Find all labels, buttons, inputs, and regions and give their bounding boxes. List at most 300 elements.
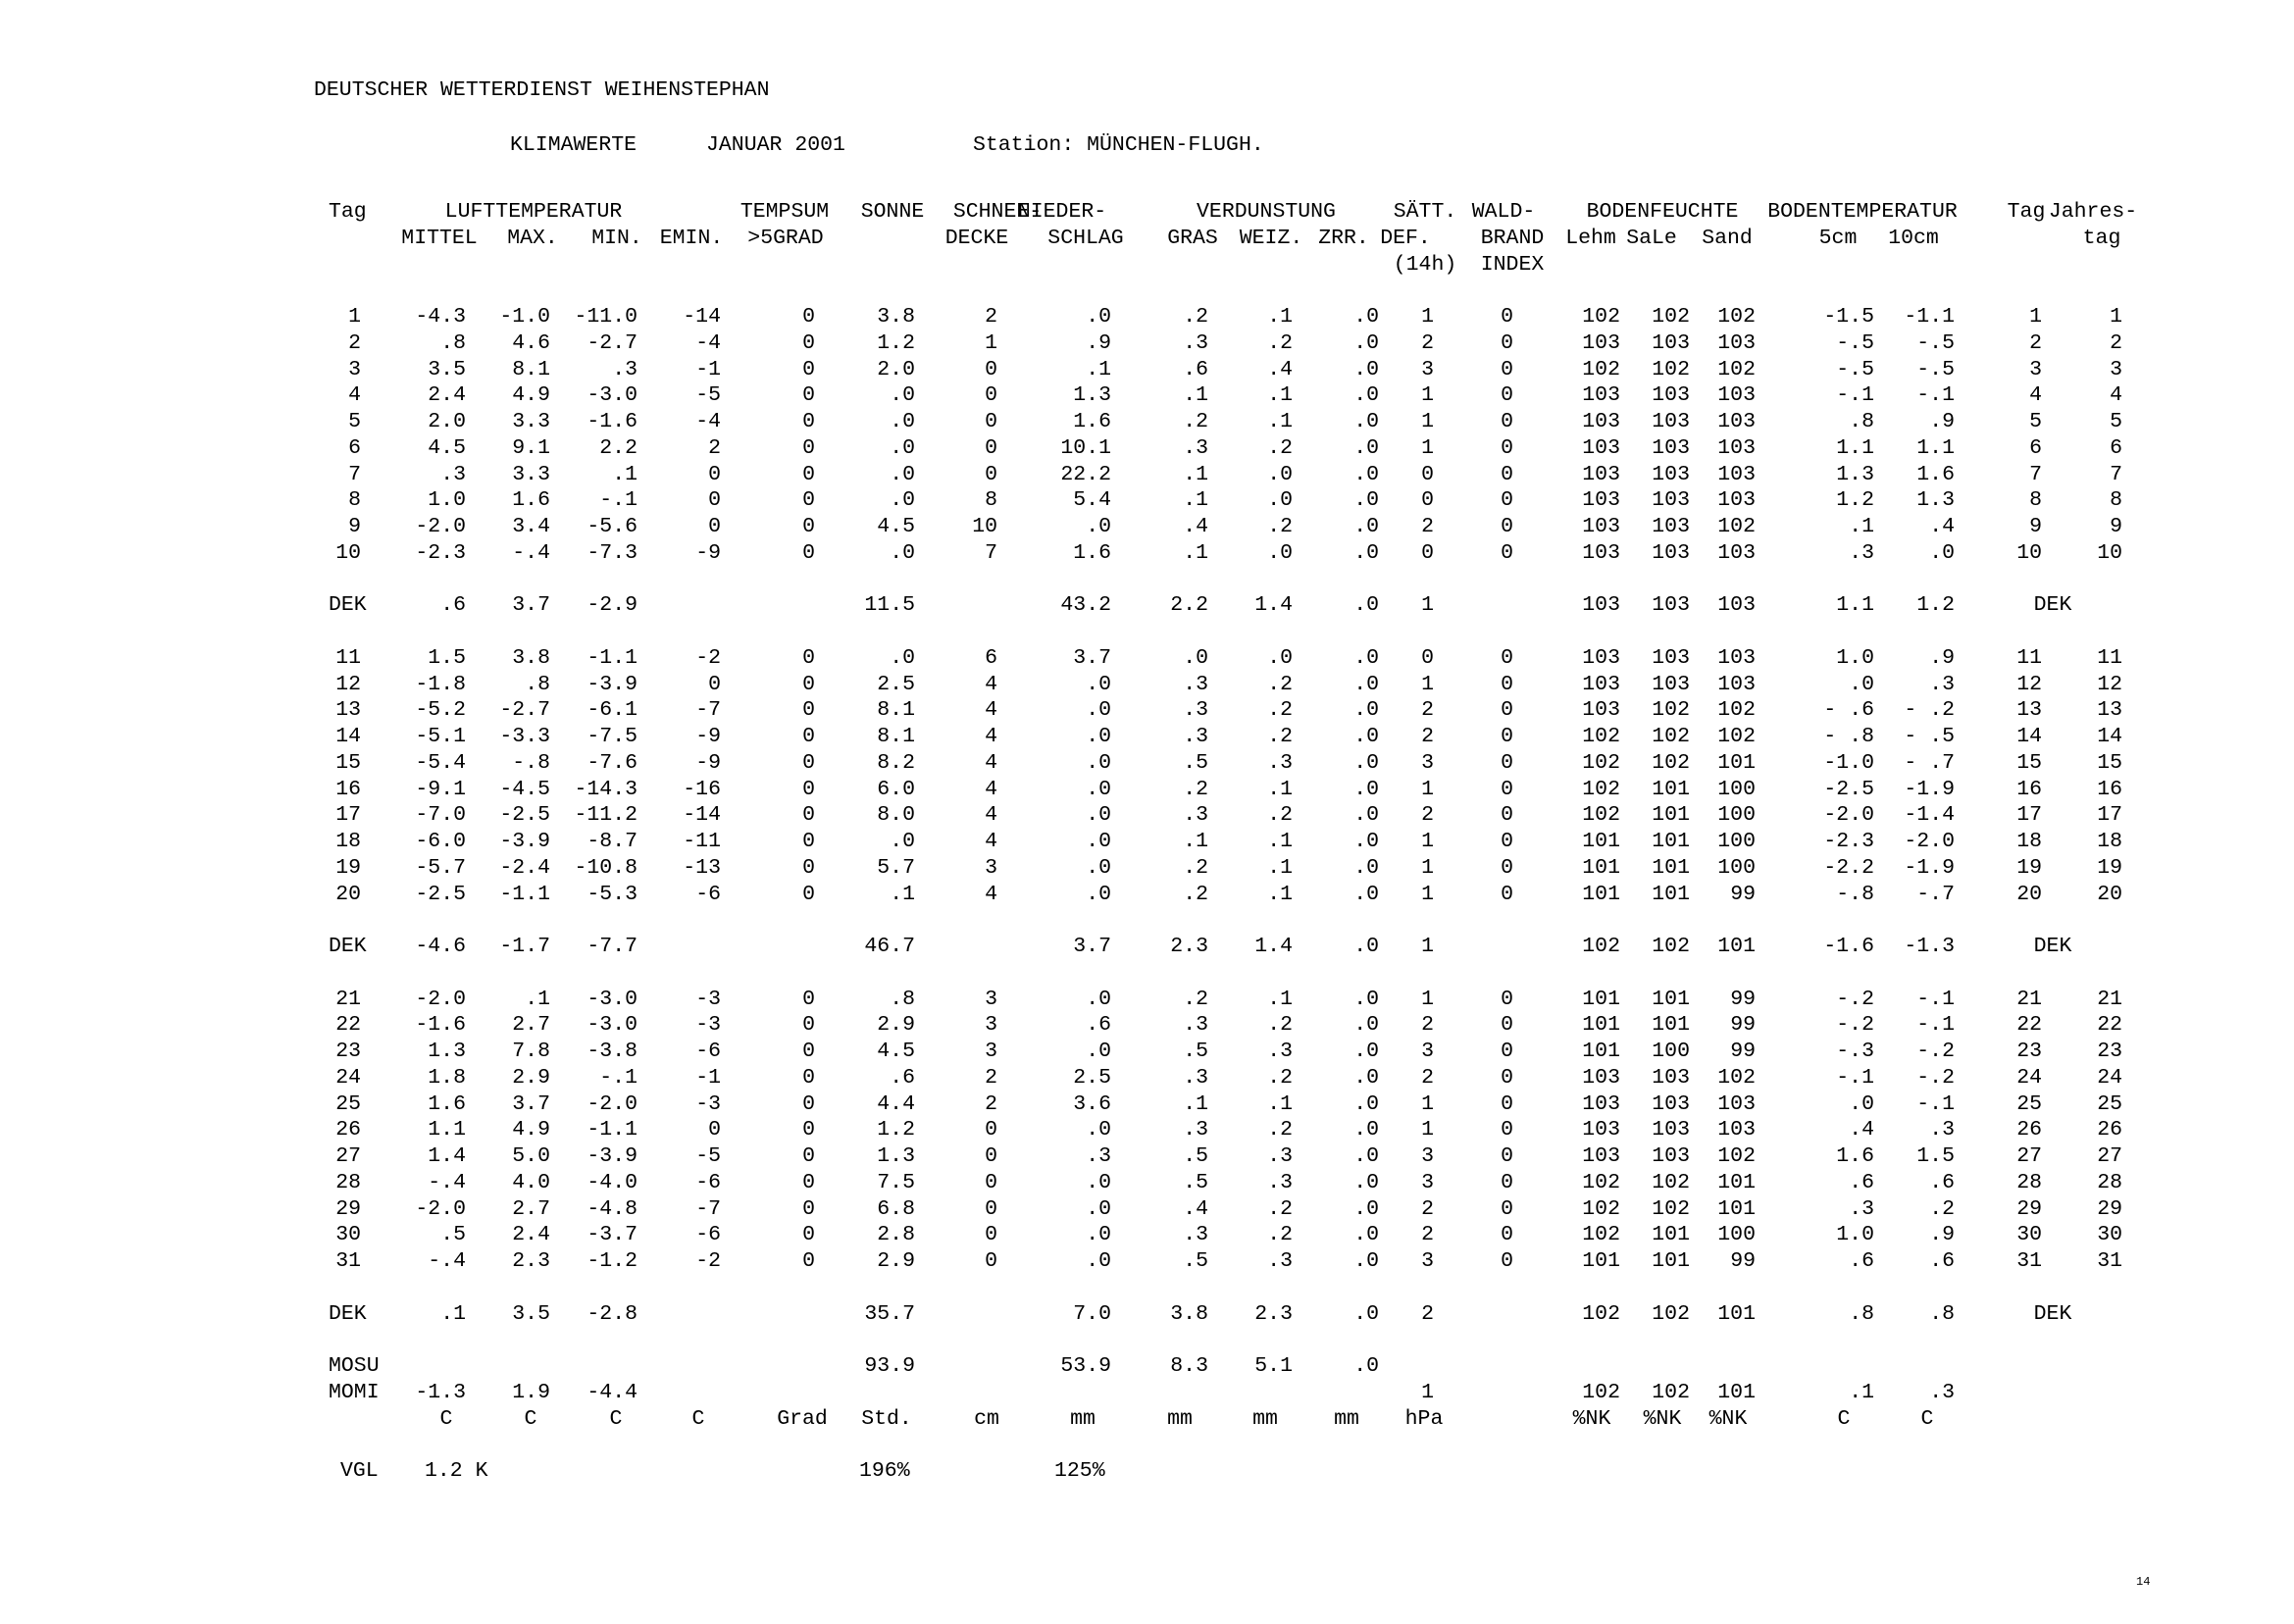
- table-cell: 101: [1582, 1040, 1620, 1063]
- table-cell: .1: [1183, 830, 1208, 853]
- table-cell: 12: [2016, 673, 2042, 696]
- table-cell: 103: [1582, 1092, 1620, 1116]
- table-cell: .4: [1849, 1118, 1874, 1142]
- table-cell: 103: [1652, 1092, 1690, 1116]
- table-cell: 1.1: [1916, 436, 1955, 460]
- table-cell: -5: [695, 1144, 721, 1168]
- table-cell: 103: [1717, 331, 1756, 355]
- summary-cell: .0: [1353, 1302, 1379, 1326]
- table-cell: 6: [2029, 436, 2042, 460]
- table-cell: 4: [985, 830, 997, 853]
- table-cell: 3.3: [512, 463, 550, 486]
- table-cell: 0: [802, 410, 815, 433]
- summary-cell: .3: [1929, 1381, 1955, 1404]
- table-cell: .0: [1353, 751, 1379, 775]
- table-cell: 2.9: [877, 1249, 915, 1273]
- table-cell: 4.4: [877, 1092, 915, 1116]
- table-row: [0, 1222, 2294, 1248]
- table-cell: .2: [1183, 883, 1208, 906]
- table-cell: 1.2: [877, 331, 915, 355]
- table-cell: 1: [1421, 305, 1434, 329]
- column-header: BODENFEUCHTE: [1586, 200, 1739, 224]
- summary-cell: 53.9: [1060, 1354, 1111, 1378]
- table-cell: .3: [1183, 1013, 1208, 1037]
- decade-summary-row: [0, 592, 2294, 619]
- table-cell: 1: [2110, 305, 2122, 329]
- table-cell: 0: [985, 1144, 997, 1168]
- summary-cell: 2.3: [1254, 1302, 1293, 1326]
- table-cell: .2: [1267, 1066, 1293, 1090]
- table-cell: 3: [1421, 751, 1434, 775]
- table-cell: .0: [1086, 725, 1111, 748]
- table-cell: -1.0: [1823, 751, 1874, 775]
- table-cell: .1: [1183, 463, 1208, 486]
- table-cell: 14: [2097, 725, 2122, 748]
- table-cell: 2: [348, 331, 361, 355]
- table-cell: -9: [695, 725, 721, 748]
- table-cell: 1: [1421, 778, 1434, 801]
- table-cell: 18: [2016, 830, 2042, 853]
- table-cell: .0: [1086, 1197, 1111, 1221]
- table-cell: -1.5: [1823, 305, 1874, 329]
- table-cell: .0: [1267, 488, 1293, 512]
- table-cell: 0: [1501, 358, 1513, 381]
- table-cell: .0: [1086, 883, 1111, 906]
- table-cell: 7: [985, 541, 997, 565]
- table-cell: 0: [1501, 1092, 1513, 1116]
- table-cell: 1.3: [1073, 383, 1111, 407]
- table-cell: .6: [1849, 1171, 1874, 1194]
- table-cell: 0: [1501, 305, 1513, 329]
- table-cell: 103: [1717, 1092, 1756, 1116]
- table-cell: -2: [695, 1249, 721, 1273]
- table-cell: 2: [1421, 331, 1434, 355]
- table-cell: .0: [1267, 463, 1293, 486]
- table-cell: 16: [2016, 778, 2042, 801]
- table-cell: 3.8: [877, 305, 915, 329]
- table-cell: 10: [972, 515, 997, 538]
- table-cell: 0: [985, 358, 997, 381]
- table-cell: -10.8: [574, 856, 637, 880]
- table-cell: 1.5: [1916, 1144, 1955, 1168]
- table-row: [0, 987, 2294, 1013]
- table-cell: 101: [1652, 1013, 1690, 1037]
- column-header: GRAS: [1167, 227, 1218, 250]
- table-cell: .5: [1183, 1144, 1208, 1168]
- table-cell: 0: [1421, 488, 1434, 512]
- table-cell: .2: [1267, 515, 1293, 538]
- table-cell: 0: [1501, 856, 1513, 880]
- table-cell: 5: [2029, 410, 2042, 433]
- table-row: [0, 540, 2294, 567]
- table-cell: 0: [985, 1223, 997, 1246]
- table-cell: .0: [1086, 1171, 1111, 1194]
- table-cell: 0: [802, 331, 815, 355]
- table-cell: .3: [1267, 1040, 1293, 1063]
- table-cell: .1: [1183, 1092, 1208, 1116]
- summary-cell: .1: [1849, 1381, 1874, 1404]
- summary-cell: 102: [1652, 935, 1690, 958]
- table-cell: .0: [1353, 463, 1379, 486]
- table-cell: 9.1: [512, 436, 550, 460]
- table-cell: 0: [985, 383, 997, 407]
- column-header: DEF.: [1380, 227, 1431, 250]
- summary-cell: cm: [974, 1407, 999, 1431]
- table-cell: 2: [1421, 1197, 1434, 1221]
- table-cell: .0: [1086, 1040, 1111, 1063]
- table-cell: 101: [1652, 1249, 1690, 1273]
- table-cell: .2: [1267, 1223, 1293, 1246]
- table-cell: -.1: [1836, 1066, 1874, 1090]
- summary-cell: 3.8: [1170, 1302, 1208, 1326]
- summary-cell: C: [1920, 1407, 1934, 1431]
- table-cell: 22.2: [1060, 463, 1111, 486]
- table-cell: .3: [1849, 541, 1874, 565]
- table-cell: 0: [1421, 463, 1434, 486]
- table-cell: 28: [2016, 1171, 2042, 1194]
- table-cell: .0: [1353, 698, 1379, 722]
- table-cell: 5: [348, 410, 361, 433]
- table-cell: .9: [1929, 1223, 1955, 1246]
- summary-cell: 102: [1652, 1302, 1690, 1326]
- table-cell: 3: [985, 1040, 997, 1063]
- table-cell: .2: [1183, 410, 1208, 433]
- table-cell: 3.6: [1073, 1092, 1111, 1116]
- table-cell: 103: [1582, 436, 1620, 460]
- table-row: [0, 855, 2294, 882]
- column-header: VERDUNSTUNG: [1197, 200, 1336, 224]
- table-cell: -3.9: [586, 1144, 637, 1168]
- table-cell: -1: [695, 1066, 721, 1090]
- table-row: [0, 1248, 2294, 1275]
- column-header: (14h): [1393, 253, 1457, 277]
- table-cell: -.3: [1836, 1040, 1874, 1063]
- table-cell: .3: [1183, 725, 1208, 748]
- table-cell: 103: [1717, 488, 1756, 512]
- table-cell: 99: [1730, 988, 1756, 1011]
- table-cell: 0: [708, 1118, 721, 1142]
- table-cell: -.2: [1836, 988, 1874, 1011]
- table-cell: -9: [695, 541, 721, 565]
- table-cell: -.7: [1916, 883, 1955, 906]
- table-cell: -2.5: [415, 883, 466, 906]
- table-cell: 0: [802, 1171, 815, 1194]
- table-cell: 12: [2097, 673, 2122, 696]
- table-cell: -2.7: [499, 698, 550, 722]
- table-row: [0, 724, 2294, 750]
- table-cell: 2: [1421, 515, 1434, 538]
- table-cell: 103: [1652, 1066, 1690, 1090]
- table-cell: 103: [1582, 488, 1620, 512]
- table-cell: -1.6: [415, 1013, 466, 1037]
- table-cell: .1: [1267, 856, 1293, 880]
- table-cell: 19: [2097, 856, 2122, 880]
- table-cell: 23: [335, 1040, 361, 1063]
- table-cell: -.5: [1916, 331, 1955, 355]
- table-cell: 2: [985, 305, 997, 329]
- summary-cell: C: [609, 1407, 623, 1431]
- table-cell: 102: [1652, 725, 1690, 748]
- table-cell: .3: [1929, 1118, 1955, 1142]
- table-cell: -3: [695, 1013, 721, 1037]
- table-cell: -13: [683, 856, 721, 880]
- table-cell: .6: [890, 1066, 915, 1090]
- table-cell: 0: [802, 305, 815, 329]
- table-cell: 1.3: [877, 1144, 915, 1168]
- table-cell: .0: [1086, 698, 1111, 722]
- table-cell: 6: [985, 646, 997, 670]
- table-cell: 0: [1501, 725, 1513, 748]
- table-cell: .3: [1183, 698, 1208, 722]
- table-cell: 6.8: [877, 1197, 915, 1221]
- table-cell: 3: [985, 988, 997, 1011]
- summary-cell: MOMI: [329, 1381, 380, 1404]
- table-cell: -7.6: [586, 751, 637, 775]
- table-cell: -6: [695, 1040, 721, 1063]
- table-cell: 103: [1582, 383, 1620, 407]
- table-cell: -2.3: [1823, 830, 1874, 853]
- table-cell: -14: [683, 803, 721, 827]
- table-cell: 4: [985, 778, 997, 801]
- column-header: EMIN.: [659, 227, 724, 250]
- summary-cell: 101: [1717, 1381, 1756, 1404]
- table-row: [0, 304, 2294, 330]
- table-cell: 0: [1501, 778, 1513, 801]
- table-cell: 3: [985, 856, 997, 880]
- table-cell: 3: [1421, 1249, 1434, 1273]
- summary-cell: 196%: [859, 1459, 910, 1483]
- table-cell: -1.4: [1904, 803, 1955, 827]
- table-cell: 1: [2029, 305, 2042, 329]
- summary-cell: .6: [440, 593, 466, 617]
- table-cell: .2: [1183, 856, 1208, 880]
- table-row: [0, 514, 2294, 540]
- table-cell: 103: [1582, 410, 1620, 433]
- table-cell: 101: [1652, 1223, 1690, 1246]
- table-cell: -2.7: [586, 331, 637, 355]
- table-cell: -.5: [1916, 358, 1955, 381]
- table-cell: .2: [1183, 988, 1208, 1011]
- table-cell: 1: [1421, 410, 1434, 433]
- table-cell: .0: [1353, 541, 1379, 565]
- summary-cell: hPa: [1404, 1407, 1444, 1431]
- table-row: [0, 1196, 2294, 1223]
- table-cell: 26: [2097, 1118, 2122, 1142]
- table-cell: 2: [2110, 331, 2122, 355]
- table-cell: -4: [695, 331, 721, 355]
- table-cell: 0: [802, 515, 815, 538]
- table-cell: 0: [802, 1118, 815, 1142]
- table-cell: 2: [985, 1066, 997, 1090]
- table-cell: 3: [1421, 1171, 1434, 1194]
- summary-cell: C: [439, 1407, 453, 1431]
- table-cell: 0: [1501, 988, 1513, 1011]
- table-cell: 1: [1421, 988, 1434, 1011]
- table-cell: -2.0: [415, 515, 466, 538]
- table-cell: .1: [1267, 778, 1293, 801]
- table-cell: 3: [1421, 1144, 1434, 1168]
- table-cell: 2.8: [877, 1223, 915, 1246]
- table-cell: 0: [1501, 1171, 1513, 1194]
- summary-cell: DEK: [329, 593, 367, 617]
- table-cell: .2: [1183, 778, 1208, 801]
- table-cell: 0: [985, 463, 997, 486]
- table-cell: .3: [612, 358, 637, 381]
- table-cell: 103: [1652, 673, 1690, 696]
- table-cell: .1: [1267, 410, 1293, 433]
- table-cell: 0: [802, 803, 815, 827]
- table-cell: .0: [1353, 410, 1379, 433]
- table-cell: -1.9: [1904, 856, 1955, 880]
- table-cell: 102: [1717, 1144, 1756, 1168]
- table-cell: .0: [1353, 988, 1379, 1011]
- table-cell: -3.7: [586, 1223, 637, 1246]
- table-cell: 1: [1421, 830, 1434, 853]
- table-cell: 0: [1501, 410, 1513, 433]
- table-cell: .3: [1183, 803, 1208, 827]
- table-cell: .2: [1267, 725, 1293, 748]
- table-cell: 25: [2097, 1092, 2122, 1116]
- table-cell: 1.0: [1836, 1223, 1874, 1246]
- table-cell: 22: [2097, 1013, 2122, 1037]
- column-header: 5cm: [1818, 227, 1858, 250]
- table-cell: 22: [335, 1013, 361, 1037]
- summary-cell: 1.9: [512, 1381, 550, 1404]
- table-cell: 0: [1501, 830, 1513, 853]
- table-cell: .3: [1183, 436, 1208, 460]
- table-cell: .0: [1353, 1223, 1379, 1246]
- table-cell: 100: [1652, 1040, 1690, 1063]
- table-cell: 101: [1582, 988, 1620, 1011]
- summary-cell: 103: [1582, 593, 1620, 617]
- table-cell: .6: [1929, 1249, 1955, 1273]
- table-cell: -.4: [428, 1249, 466, 1273]
- table-cell: 3.8: [512, 646, 550, 670]
- table-cell: 0: [802, 883, 815, 906]
- summary-cell: mm: [1252, 1407, 1278, 1431]
- table-cell: 4: [985, 751, 997, 775]
- table-cell: 15: [335, 751, 361, 775]
- table-cell: .0: [1086, 515, 1111, 538]
- table-cell: 102: [1582, 1223, 1620, 1246]
- header-row-h2: [0, 226, 2294, 252]
- summary-cell: -1.3: [415, 1381, 466, 1404]
- table-cell: -2.4: [499, 856, 550, 880]
- table-cell: .0: [1353, 1249, 1379, 1273]
- table-cell: .5: [1183, 1171, 1208, 1194]
- summary-cell: 8.3: [1170, 1354, 1208, 1378]
- summary-cell: 1: [1421, 935, 1434, 958]
- summary-cell: 7.0: [1073, 1302, 1111, 1326]
- table-cell: .1: [1183, 383, 1208, 407]
- table-cell: .0: [890, 646, 915, 670]
- table-cell: .0: [1086, 305, 1111, 329]
- table-cell: -.1: [1916, 1013, 1955, 1037]
- table-cell: .0: [890, 830, 915, 853]
- table-cell: .4: [1267, 358, 1293, 381]
- summary-cell: 3.7: [1073, 935, 1111, 958]
- table-cell: 0: [802, 1144, 815, 1168]
- table-cell: 102: [1652, 751, 1690, 775]
- table-cell: 0: [985, 410, 997, 433]
- table-cell: -1.1: [499, 883, 550, 906]
- column-header: Lehm: [1565, 227, 1616, 250]
- summary-cell: -4.6: [415, 935, 466, 958]
- table-cell: .0: [1353, 778, 1379, 801]
- summary-cell: 102: [1582, 1381, 1620, 1404]
- table-cell: -5.2: [415, 698, 466, 722]
- table-cell: 1.1: [428, 1118, 466, 1142]
- table-cell: 100: [1717, 803, 1756, 827]
- summary-cell: DEK: [2033, 935, 2072, 958]
- table-cell: -11: [683, 830, 721, 853]
- summary-cell: .0: [1353, 1354, 1379, 1378]
- table-cell: 101: [1717, 1171, 1756, 1194]
- table-cell: 3: [1421, 1040, 1434, 1063]
- table-cell: 102: [1652, 358, 1690, 381]
- table-cell: 0: [1501, 541, 1513, 565]
- table-cell: .2: [1267, 673, 1293, 696]
- table-cell: 4.0: [512, 1171, 550, 1194]
- table-cell: .1: [1267, 305, 1293, 329]
- table-cell: -2.0: [586, 1092, 637, 1116]
- table-row: [0, 409, 2294, 435]
- table-cell: 0: [1501, 646, 1513, 670]
- table-row: [0, 1065, 2294, 1091]
- table-cell: 0: [1501, 1197, 1513, 1221]
- summary-cell: -1.7: [499, 935, 550, 958]
- table-row: [0, 802, 2294, 829]
- comparison-row: [0, 1458, 2294, 1485]
- table-cell: 0: [802, 830, 815, 853]
- table-cell: .6: [1183, 358, 1208, 381]
- table-cell: 0: [802, 1066, 815, 1090]
- summary-cell: %NK: [1708, 1407, 1748, 1431]
- table-cell: -1: [695, 358, 721, 381]
- table-cell: -.4: [512, 541, 550, 565]
- table-cell: 31: [2097, 1249, 2122, 1273]
- table-cell: .0: [1849, 1092, 1874, 1116]
- table-cell: 102: [1582, 1197, 1620, 1221]
- table-cell: 6: [2110, 436, 2122, 460]
- table-cell: -7.0: [415, 803, 466, 827]
- table-cell: 28: [2097, 1171, 2122, 1194]
- table-cell: 1.8: [428, 1066, 466, 1090]
- table-cell: 0: [1501, 751, 1513, 775]
- table-cell: 103: [1582, 1118, 1620, 1142]
- table-cell: 6: [348, 436, 361, 460]
- table-cell: 0: [1501, 1013, 1513, 1037]
- table-cell: -5.3: [586, 883, 637, 906]
- table-cell: .9: [1929, 410, 1955, 433]
- table-cell: 1: [1421, 673, 1434, 696]
- table-cell: 103: [1652, 541, 1690, 565]
- table-cell: 4.5: [877, 515, 915, 538]
- table-cell: -8.7: [586, 830, 637, 853]
- table-cell: -7: [695, 1197, 721, 1221]
- table-cell: .8: [440, 331, 466, 355]
- table-cell: -.2: [1916, 1066, 1955, 1090]
- table-cell: 18: [2097, 830, 2122, 853]
- table-cell: 0: [708, 488, 721, 512]
- table-cell: .3: [1183, 1223, 1208, 1246]
- table-cell: 2.0: [877, 358, 915, 381]
- table-cell: .0: [1267, 541, 1293, 565]
- table-cell: 21: [2016, 988, 2042, 1011]
- table-cell: 102: [1652, 305, 1690, 329]
- table-cell: 11: [2016, 646, 2042, 670]
- table-cell: 10.1: [1060, 436, 1111, 460]
